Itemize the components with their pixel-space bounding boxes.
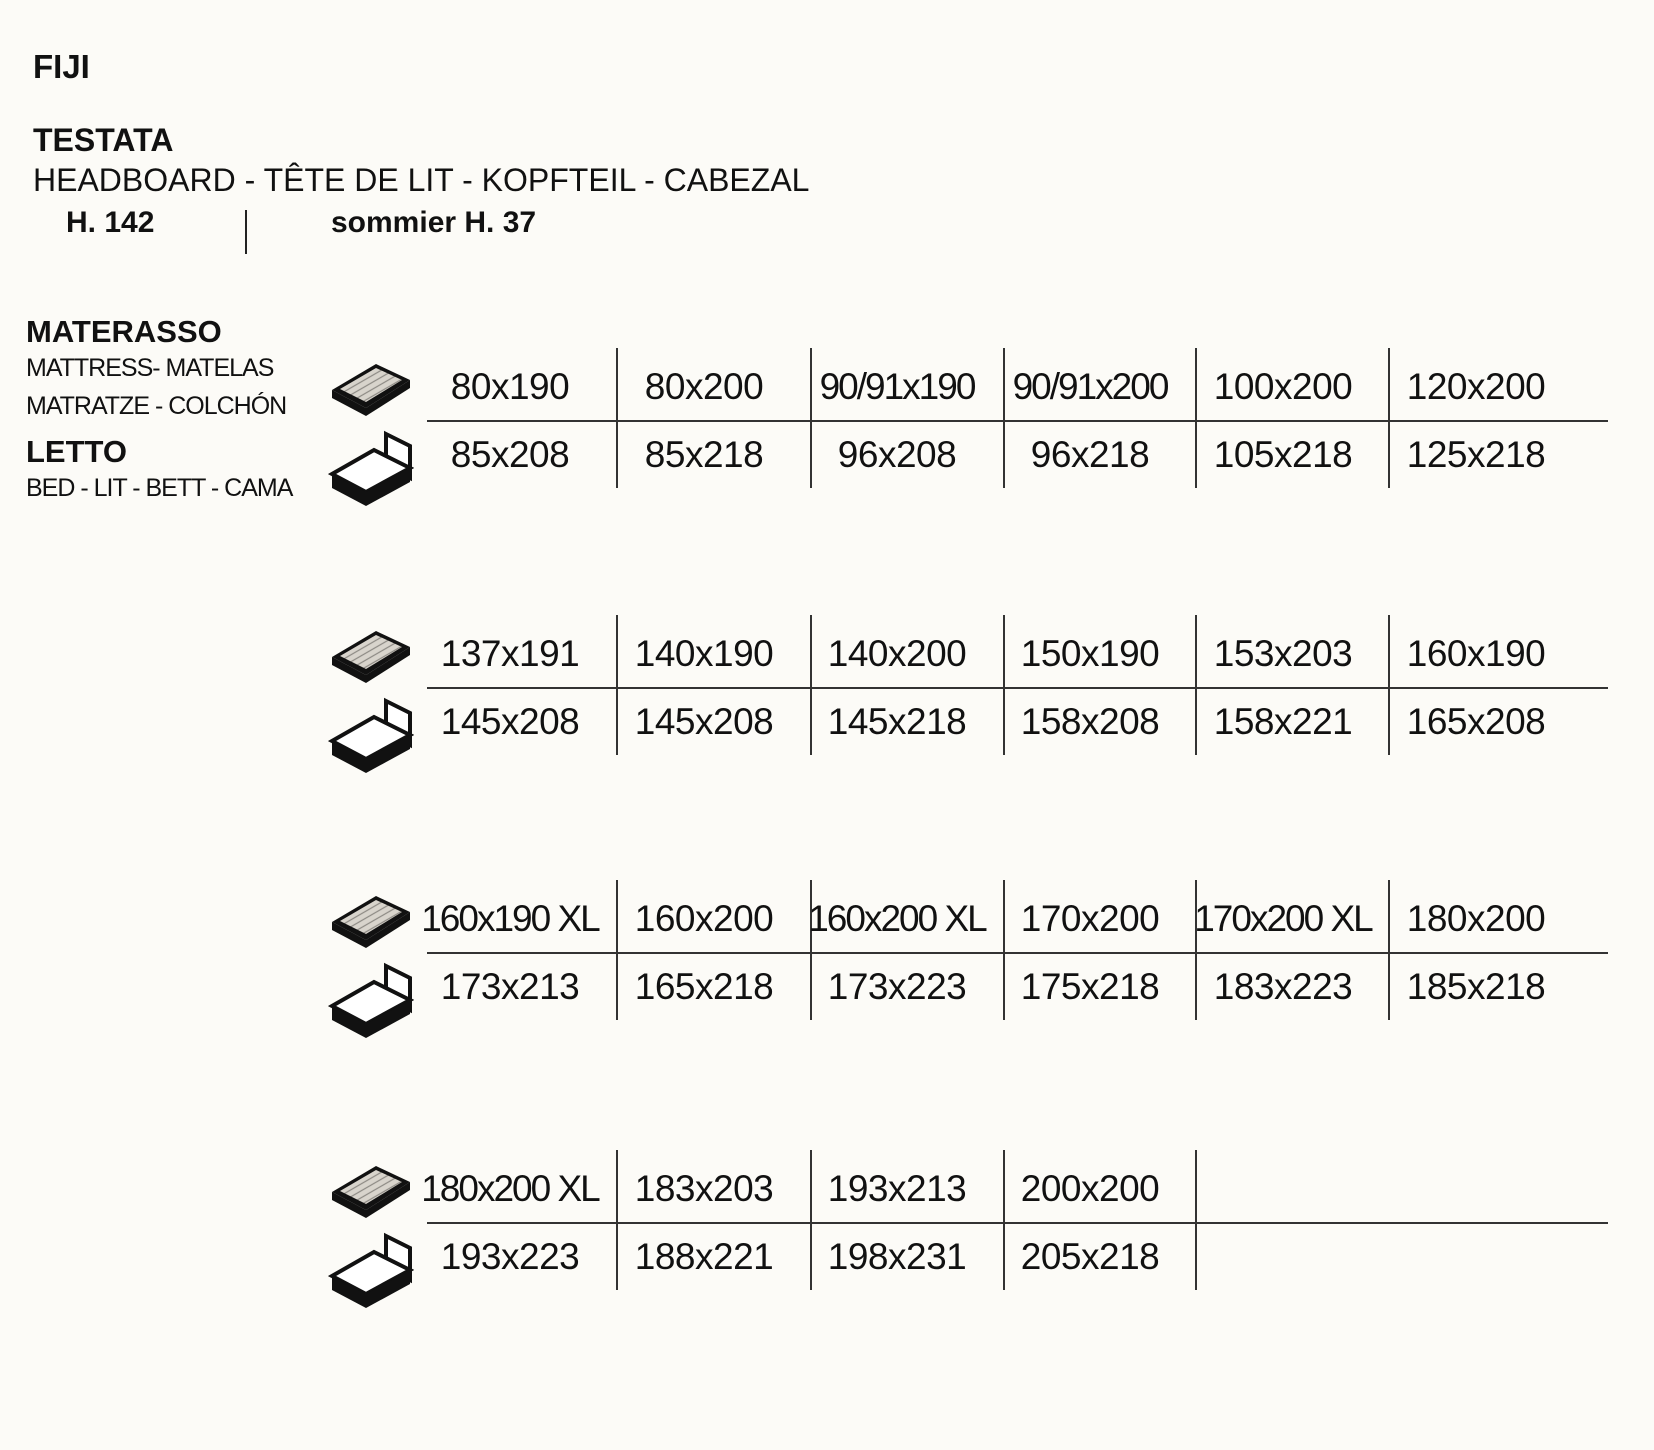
size-block <box>328 615 1608 763</box>
mattress-size-cell: 160x190 <box>1406 633 1546 674</box>
bed-size-cell: 145x208 <box>634 701 774 742</box>
bed-legend-sub: BED - LIT - BETT - CAMA <box>26 474 293 502</box>
bed-size-cell: 185x218 <box>1406 966 1546 1007</box>
mattress-size-cell: 100x200 <box>1213 366 1353 407</box>
mattress-size-cell: 183x203 <box>634 1168 774 1209</box>
mattress-legend-sub2: MATRATZE - COLCHÓN <box>26 392 287 420</box>
bed-legend-title: LETTO <box>26 434 128 469</box>
bed-size-cell: 175x218 <box>1020 966 1160 1007</box>
mattress-size-cell: 180x200 XL <box>421 1168 599 1209</box>
mattress-legend-sub1: MATTRESS- MATELAS <box>26 354 274 382</box>
mattress-legend-title: MATERASSO <box>26 314 222 349</box>
bed-size-cell: 85x218 <box>644 434 764 475</box>
mattress-size-cell: 150x190 <box>1020 633 1160 674</box>
mattress-size-cell: 160x200 XL <box>808 898 986 939</box>
mattress-size-cell: 120x200 <box>1406 366 1546 407</box>
bed-size-cell: 158x221 <box>1213 701 1353 742</box>
bed-size-cell: 158x208 <box>1020 701 1160 742</box>
bed-size-cell: 85x208 <box>450 434 570 475</box>
mattress-size-cell: 90/91x190 <box>819 366 975 407</box>
bed-frame-icon <box>328 1230 414 1319</box>
bed-size-cell: 193x223 <box>440 1236 580 1277</box>
bed-size-cell: 205x218 <box>1020 1236 1160 1277</box>
mattress-size-cell: 140x190 <box>634 633 774 674</box>
bed-size-cell: 145x208 <box>440 701 580 742</box>
bed-frame-icon <box>328 960 414 1049</box>
mattress-size-cell: 90/91x200 <box>1012 366 1168 407</box>
bed-size-cell: 96x208 <box>837 434 957 475</box>
row-divider <box>427 687 1608 689</box>
mattress-size-cell: 170x200 XL <box>1194 898 1372 939</box>
mattress-size-cell: 80x190 <box>450 366 570 407</box>
mattress-size-cell: 200x200 <box>1020 1168 1160 1209</box>
mattress-size-cell: 137x191 <box>440 633 580 674</box>
product-title: FIJI <box>33 48 90 85</box>
section-title: TESTATA <box>33 122 174 158</box>
bed-size-cell: 165x218 <box>634 966 774 1007</box>
bed-size-cell: 96x218 <box>1030 434 1150 475</box>
bed-size-cell: 183x223 <box>1213 966 1353 1007</box>
section-subtitle: HEADBOARD - TÊTE DE LIT - KOPFTEIL - CABEZAL <box>33 162 810 198</box>
bed-size-cell: 173x223 <box>827 966 967 1007</box>
row-divider <box>427 1222 1608 1224</box>
mattress-size-cell: 193x213 <box>827 1168 967 1209</box>
size-block <box>328 348 1608 496</box>
column-divider <box>1195 1150 1197 1290</box>
mattress-size-cell: 160x200 <box>634 898 774 939</box>
mattress-size-cell: 180x200 <box>1406 898 1546 939</box>
row-divider <box>427 420 1608 422</box>
bed-size-cell: 145x218 <box>827 701 967 742</box>
mattress-icon <box>328 1158 414 1227</box>
bed-size-cell: 165x208 <box>1406 701 1546 742</box>
mattress-size-cell: 80x200 <box>644 366 764 407</box>
bed-frame-icon <box>328 695 414 784</box>
mattress-icon <box>328 356 414 425</box>
headboard-height: H. 142 <box>66 206 155 239</box>
row-divider <box>427 952 1608 954</box>
bed-size-cell: 125x218 <box>1406 434 1546 475</box>
mattress-size-cell: 140x200 <box>827 633 967 674</box>
mattress-icon <box>328 623 414 692</box>
sommier-height: sommier H. 37 <box>331 206 537 239</box>
bed-size-cell: 198x231 <box>827 1236 967 1277</box>
bed-size-cell: 188x221 <box>634 1236 774 1277</box>
mattress-size-cell: 170x200 <box>1020 898 1160 939</box>
mattress-size-cell: 153x203 <box>1213 633 1353 674</box>
bed-frame-icon <box>328 428 414 517</box>
bed-size-cell: 105x218 <box>1213 434 1353 475</box>
size-block <box>328 880 1608 1028</box>
size-block <box>328 1150 1608 1298</box>
height-separator <box>245 210 247 254</box>
mattress-size-cell: 160x190 XL <box>421 898 599 939</box>
mattress-icon <box>328 888 414 957</box>
bed-size-cell: 173x213 <box>440 966 580 1007</box>
